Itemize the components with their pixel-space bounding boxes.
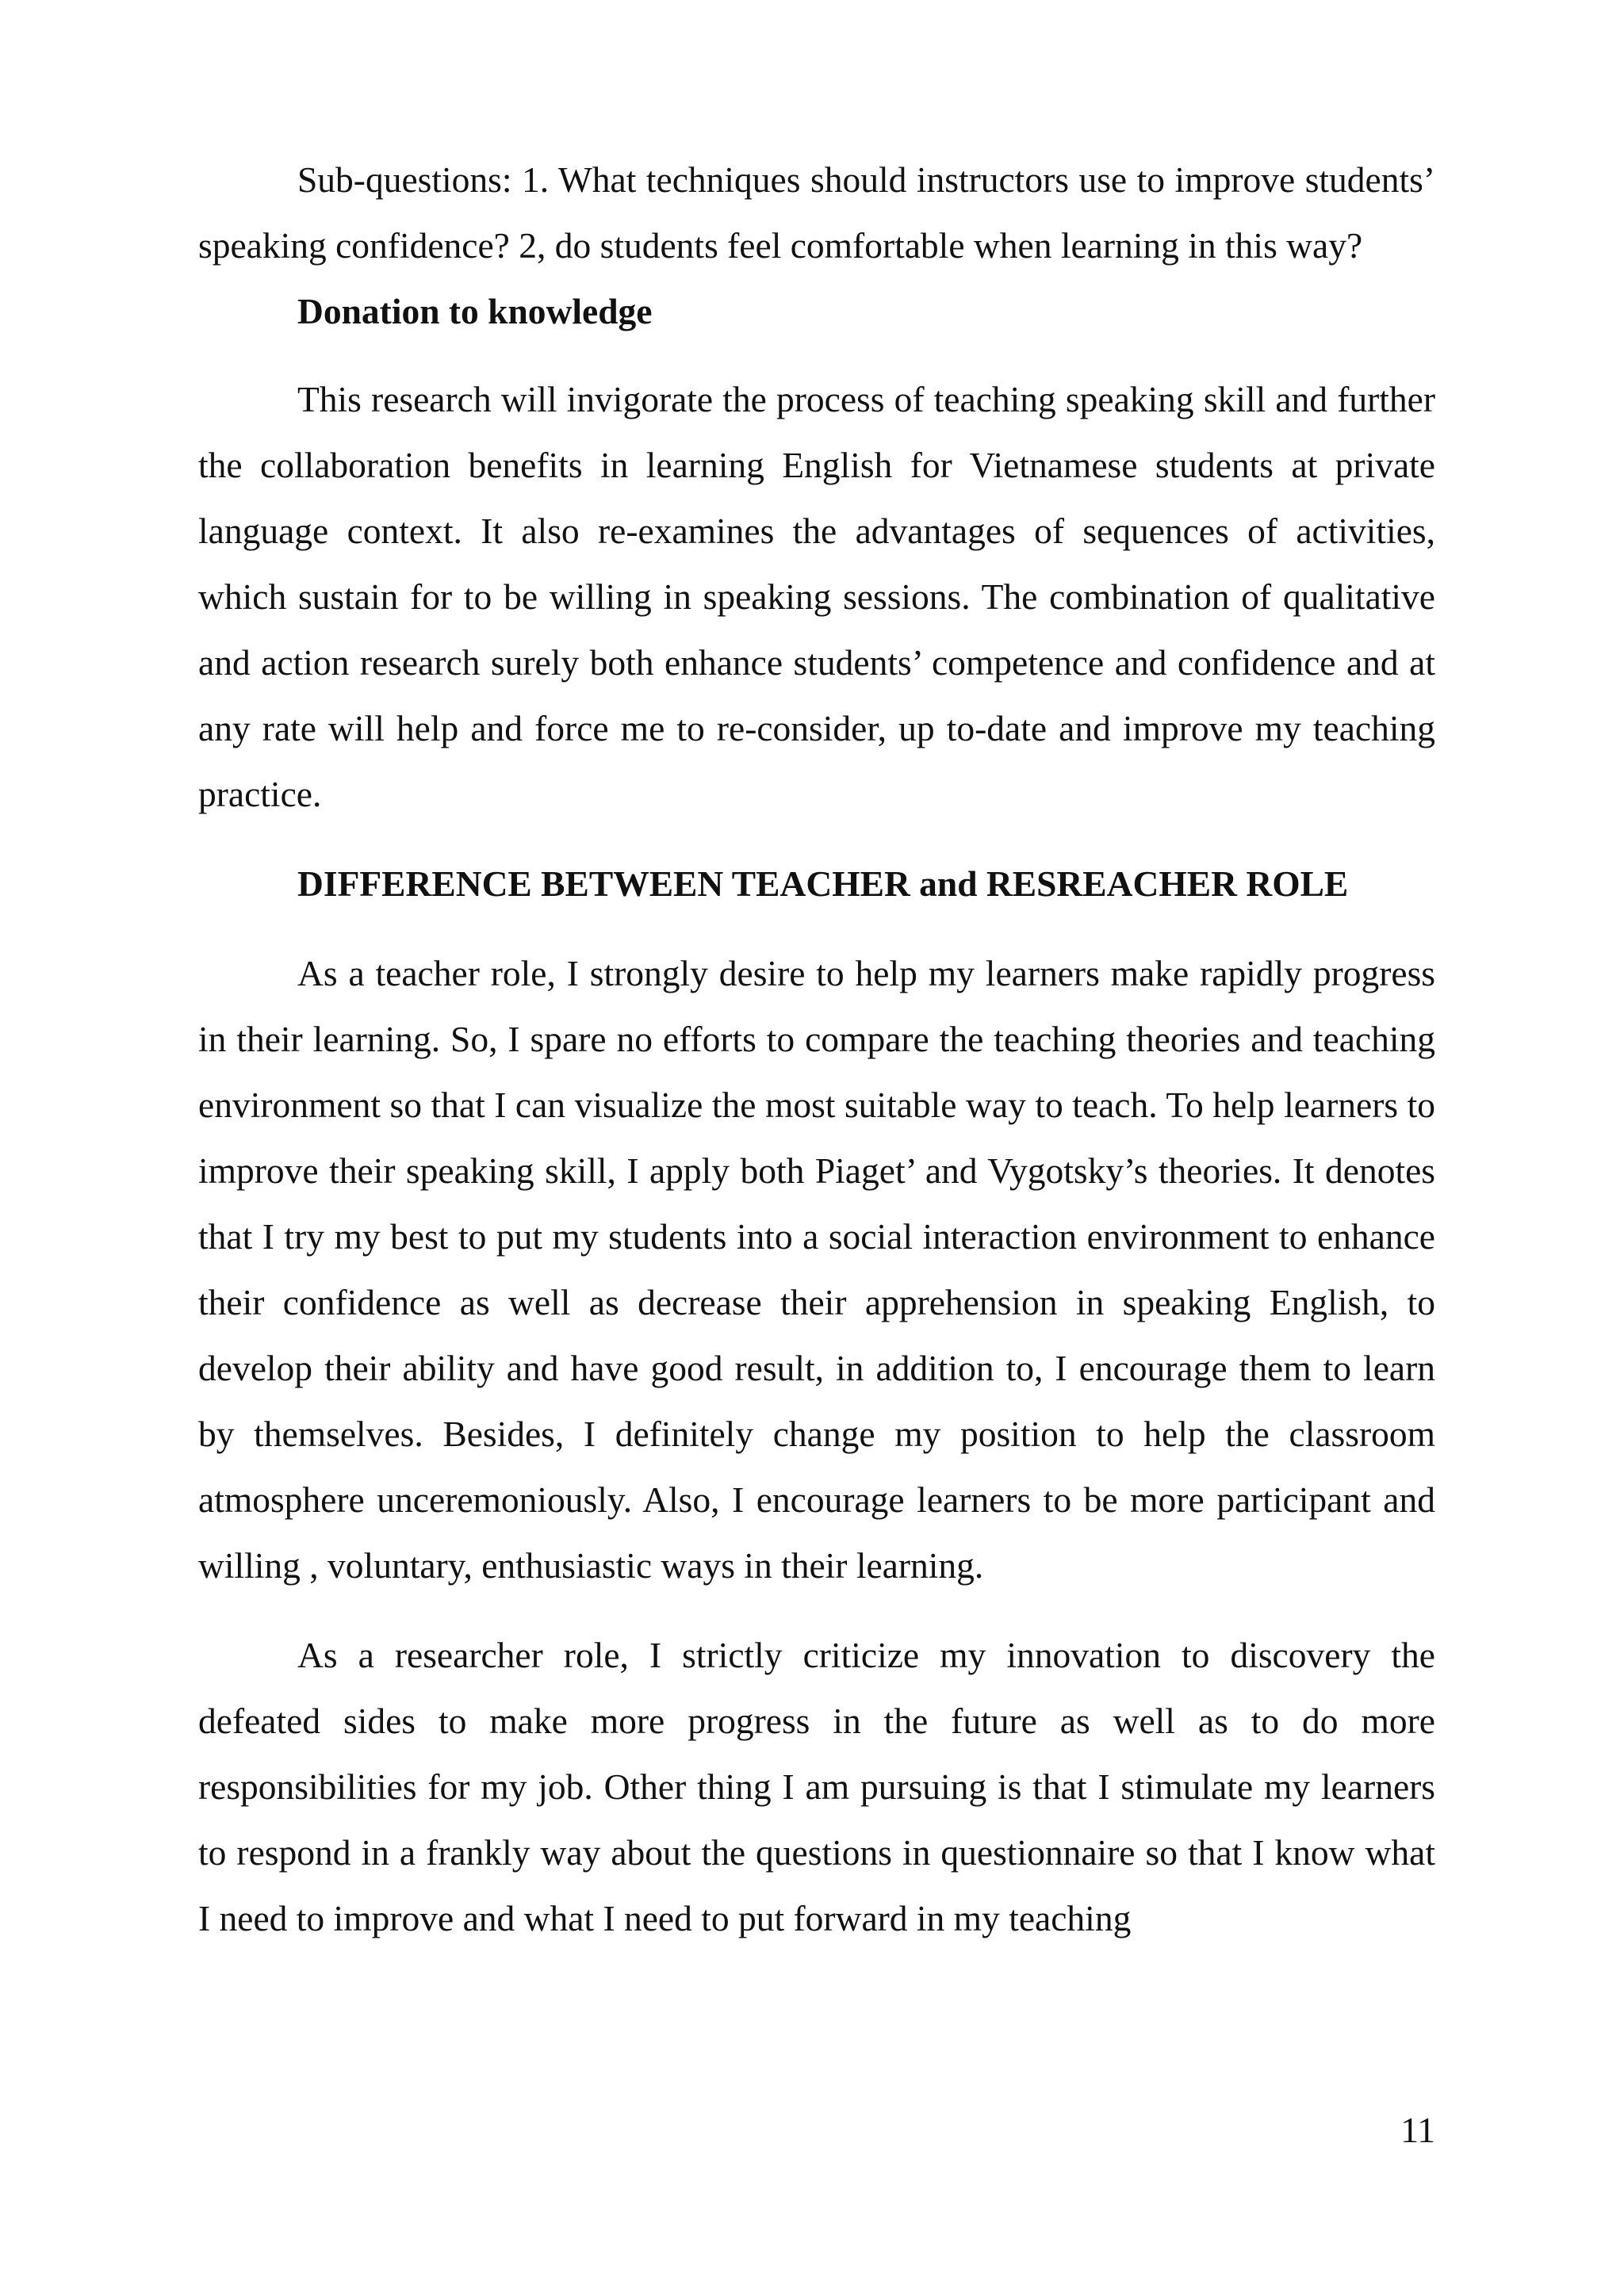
document-page bbox=[198, 147, 1435, 1951]
page-number: 11 bbox=[1400, 2110, 1435, 2150]
sub-questions-paragraph: Sub-questions: 1. What techniques should instructors use to improve students’ speaking confidence? 2, do students feel comfortable when learning in this way? bbox=[198, 159, 1435, 266]
difference-heading: DIFFERENCE BETWEEN TEACHER and RESREACHER ROLE bbox=[297, 863, 1349, 904]
spacer bbox=[198, 1598, 1435, 1622]
donation-paragraph: This research will invigorate the process of teaching speaking skill and further the collaboration benefits in learning English for Vietnamese students at private language context. It also re-examines the advantages of sequences of activities, which sustain for to be willing in speaking sessions. The combination of qualitative and action research surely both enhance students’ competence and confidence and at any rate will help and force me to re-consider, up to-date and improve my teaching practice. bbox=[198, 379, 1435, 814]
teacher-role-paragraph: As a teacher role, I strongly desire to help my learners make rapidly progress in their learning. So, I spare no efforts to compare the teaching theories and teaching environment so that I can visualize the most suitable way to teach. To help learners to improve their speaking skill, I apply both Piaget’ and Vygotsky’s theories. It denotes that I try my best to put my students into a social interaction environment to enhance their confidence as well as decrease their apprehension in speaking English, to develop their ability and have good result, in addition to, I encourage them to learn by themselves. Besides, I definitely change my position to help the classroom atmosphere unceremoniously. Also, I encourage learners to be more participant and willing , voluntary, enthusiastic ways in their learning. bbox=[198, 953, 1435, 1586]
spacer bbox=[198, 344, 1435, 366]
spacer bbox=[198, 827, 1435, 851]
researcher-role-paragraph: As a researcher role, I strictly criticize my innovation to discovery the defeated sides to make more progress in the future as well as to do more responsibilities for my job. Other thing I am pursuing is that I stimulate my learners to respond in a frankly way about the questions in questionnaire so that I know what I need to improve and what I need to put forward in my teaching bbox=[198, 1635, 1435, 1938]
donation-heading: Donation to knowledge bbox=[297, 291, 653, 331]
spacer bbox=[198, 916, 1435, 940]
